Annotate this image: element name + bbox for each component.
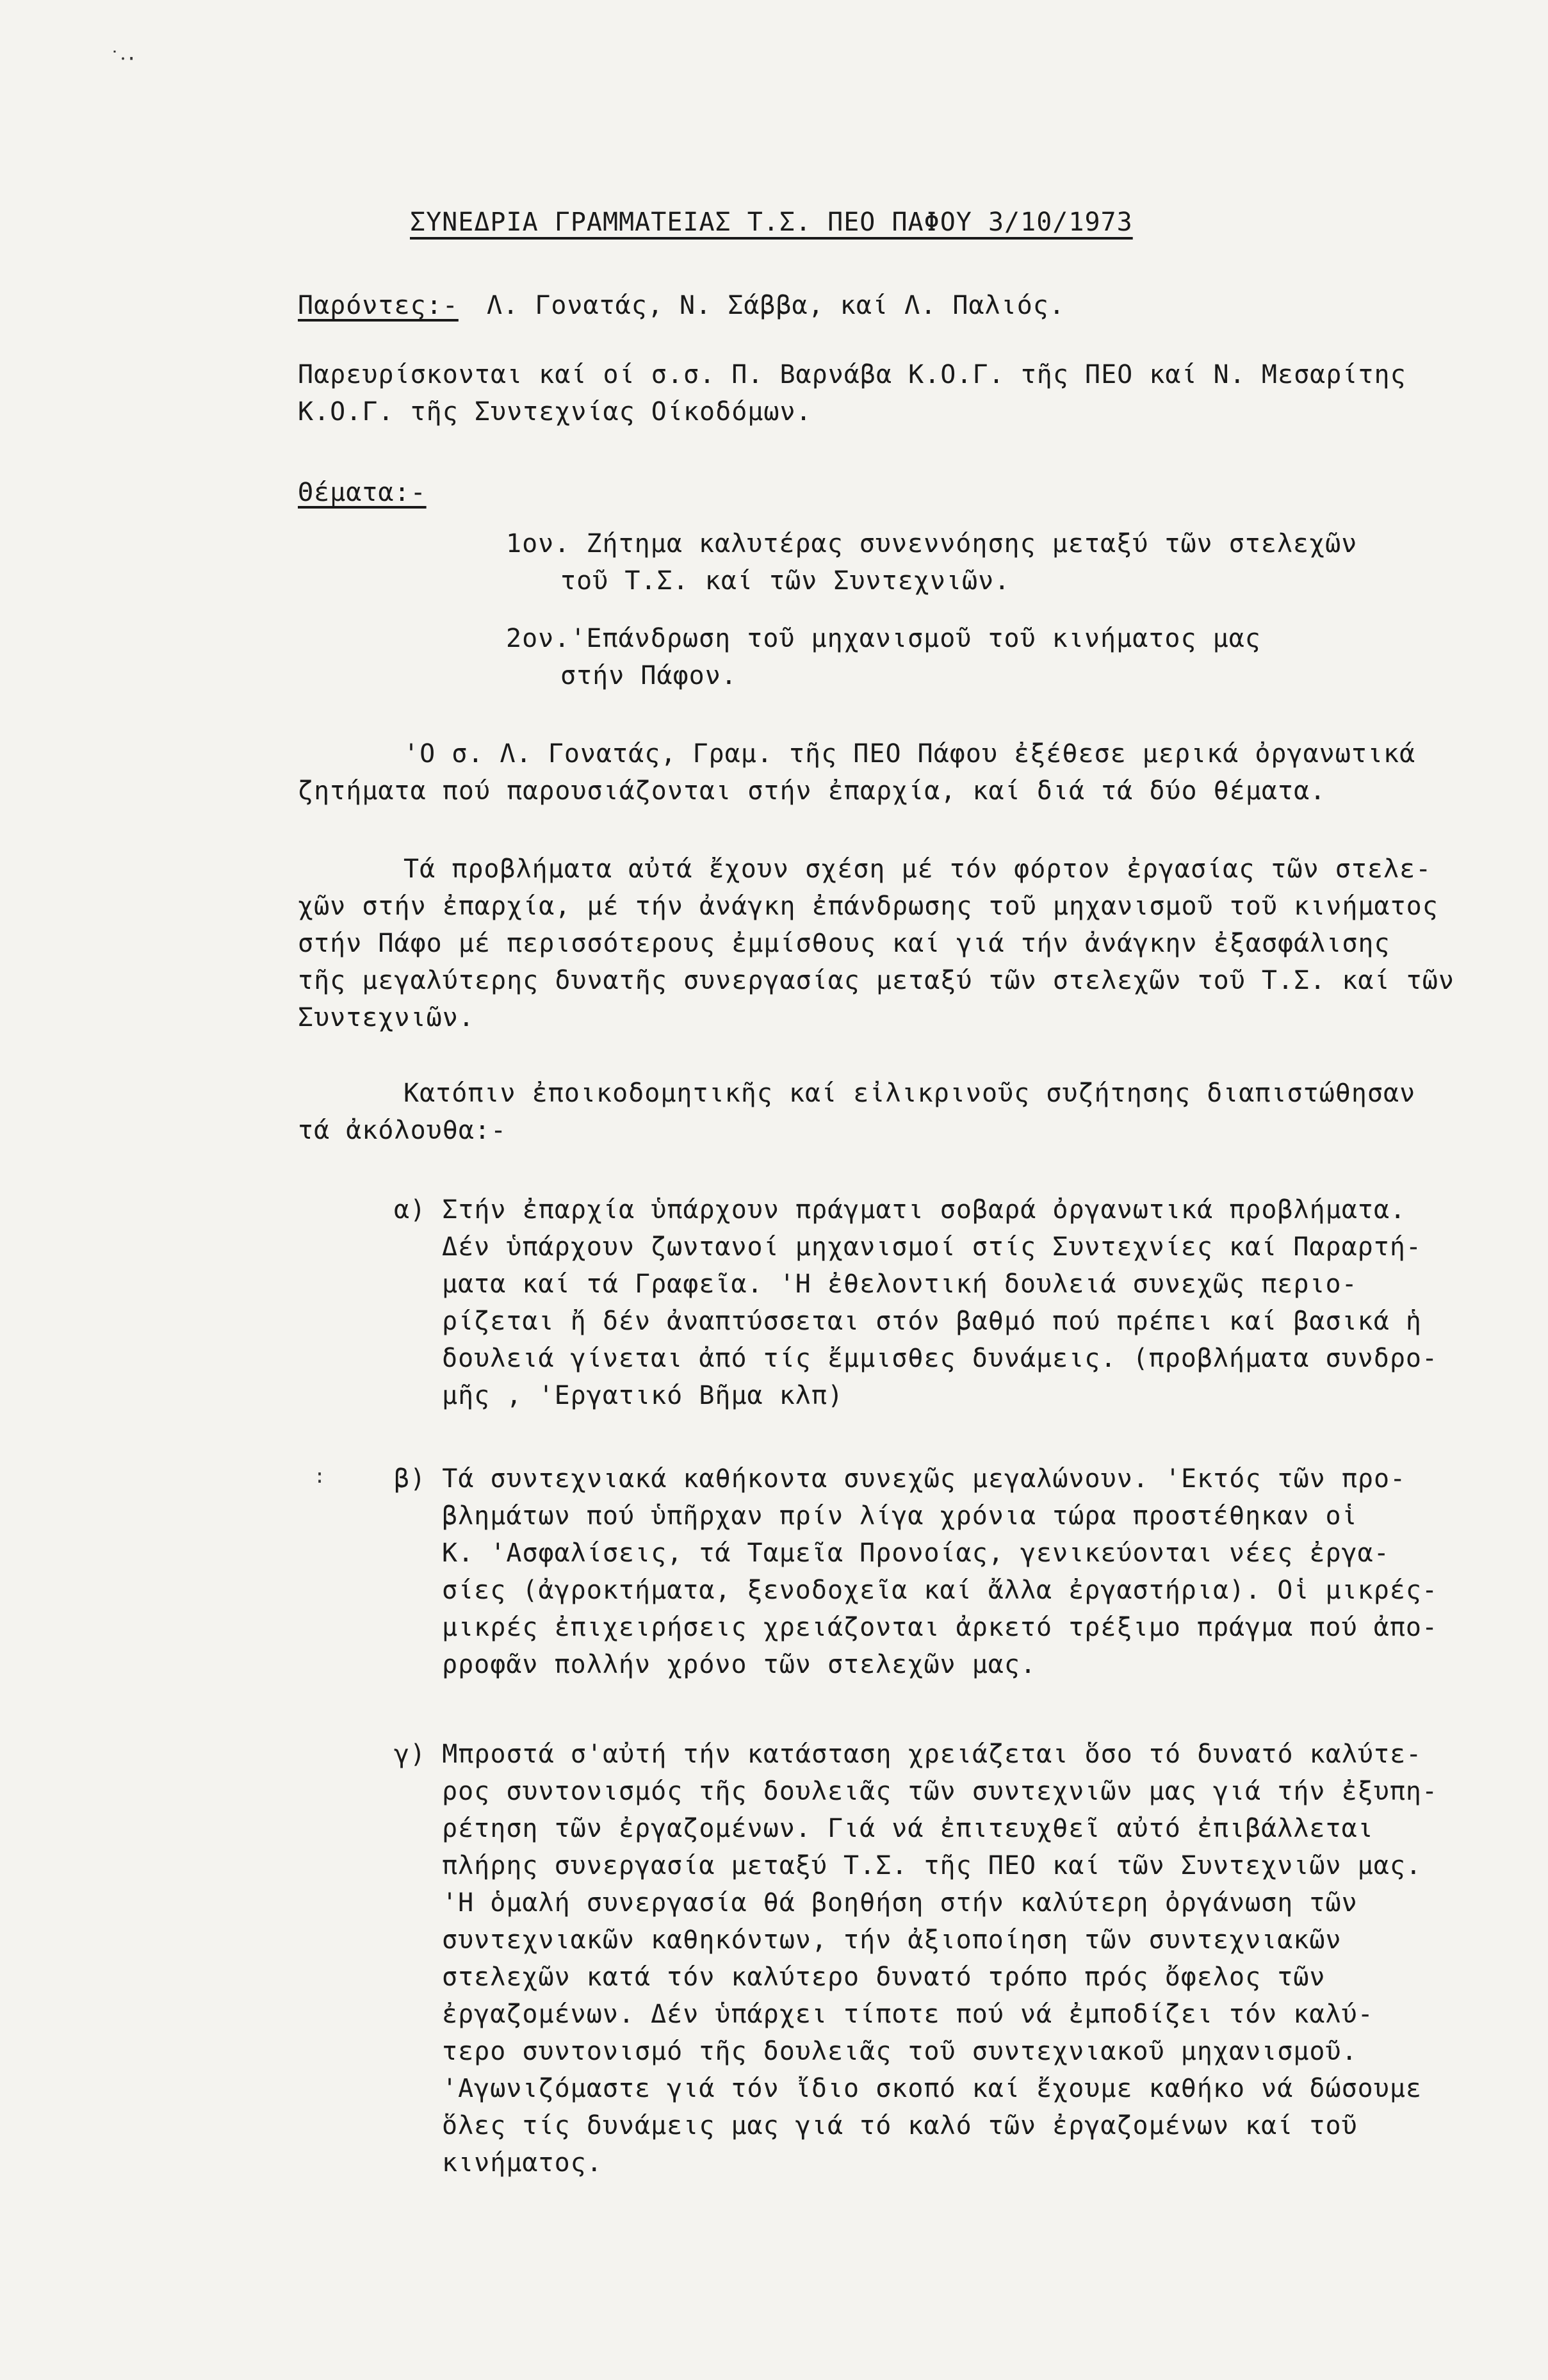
para2-line-3: στήν Πάφο μέ περισσότερους ἐμμίσθους καί γιά τήν ἀνάγκην ἐξασφάλισης <box>298 929 1390 958</box>
present-label: Παρόντες:- <box>298 291 459 320</box>
item-c-line-2: ρος συντονισμός τῆς δουλειᾶς τῶν συντεχνιῶν μας γιά τήν ἐξυπη- <box>442 1777 1438 1806</box>
para1-line-1: 'Ο σ. Λ. Γονατάς, Γραμ. τῆς ΠΕΟ Πάφου ἐξέθεσε μερικά ὀργανωτικά <box>403 739 1416 769</box>
para2-line-1: Τά προβλήματα αὐτά ἔχουν σχέση μέ τόν φόρτον ἐργασίας τῶν στελε- <box>403 854 1432 884</box>
para3-line-1: Κατόπιν ἐποικοδομητικῆς καί εἰλικρινοῦς συζήτησης διαπιστώθησαν <box>403 1079 1416 1108</box>
scan-mark: ˙⸱· <box>109 48 138 70</box>
para2-line-2: χῶν στήν ἐπαρχία, μέ τήν ἀνάγκη ἐπάνδρωσης τοῦ μηχανισμοῦ τοῦ κινήματος <box>298 892 1438 921</box>
topic-2-line-1: 2ον.'Επάνδρωση τοῦ μηχανισμοῦ τοῦ κινήματος μας <box>506 624 1261 653</box>
item-c-line-12: κινήματος. <box>442 2148 603 2178</box>
topic-1-line-1: 1ον. Ζήτημα καλυτέρας συνεννόησης μεταξύ τῶν στελεχῶν <box>506 529 1358 558</box>
item-a-line-4: ρίζεται ἤ δέν ἀναπτύσσεται στόν βαθμό πού πρέπει καί βασικά ἡ <box>442 1307 1422 1336</box>
item-c-line-10: 'Αγωνιζόμαστε γιά τόν ἴδιο σκοπό καί ἔχουμε καθήκο νά δώσουμε <box>442 2074 1422 2103</box>
item-b-line-2: βλημάτων πού ὑπῆρχαν πρίν λίγα χρόνια τώρα προστέθηκαν οἱ <box>442 1501 1358 1531</box>
present-names: Λ. Γονατάς, Ν. Σάββα, καί Λ. Παλιός. <box>487 291 1065 320</box>
item-c-line-11: ὅλες τίς δυνάμεις μας γιά τό καλό τῶν ἐργαζομένων καί τοῦ <box>442 2111 1358 2140</box>
item-b-line-1: β) Τά συντεχνιακά καθήκοντα συνεχῶς μεγαλώνουν. 'Εκτός τῶν προ- <box>394 1464 1406 1494</box>
topic-1-line-2: τοῦ Τ.Σ. καί τῶν Συντεχνιῶν. <box>560 566 1011 596</box>
item-a-line-1: α) Στήν ἐπαρχία ὑπάρχουν πράγματι σοβαρά ὀργανωτικά προβλήματα. <box>394 1195 1406 1225</box>
attending-line-1: Παρευρίσκονται καί οί σ.σ. Π. Βαρνάβα Κ.Ο.Γ. τῆς ΠΕΟ καί Ν. Μεσαρίτης <box>298 360 1406 389</box>
para2-line-4: τῆς μεγαλύτερης δυνατῆς συνεργασίας μεταξύ τῶν στελεχῶν τοῦ Τ.Σ. καί τῶν <box>298 966 1454 995</box>
item-c-line-3: ρέτηση τῶν ἐργαζομένων. Γιά νά ἐπιτευχθεῖ αὐτό ἐπιβάλλεται <box>442 1814 1374 1843</box>
item-b-line-5: μικρές ἐπιχειρήσεις χρειάζονται ἀρκετό τρέξιμο πράγμα πού ἀπο- <box>442 1613 1438 1642</box>
item-a-line-5: δουλειά γίνεται ἀπό τίς ἔμμισθες δυνάμεις. (προβλήματα συνδρο- <box>442 1344 1438 1373</box>
item-a-line-2: Δέν ὑπάρχουν ζωντανοί μηχανισμοί στίς Συντεχνίες καί Παραρτή- <box>442 1232 1422 1262</box>
para2-line-5: Συντεχνιῶν. <box>298 1003 475 1032</box>
para3-line-2: τά ἀκόλουθα:- <box>298 1116 507 1145</box>
attending-line-2: Κ.Ο.Γ. τῆς Συντεχνίας Οίκοδόμων. <box>298 397 812 427</box>
item-a-line-3: ματα καί τά Γραφεῖα. 'Η ἐθελοντική δουλειά συνεχῶς περιο- <box>442 1269 1358 1299</box>
margin-mark: : <box>314 1465 326 1488</box>
item-c-line-4: πλήρης συνεργασία μεταξύ Τ.Σ. τῆς ΠΕΟ καί τῶν Συντεχνιῶν μας. <box>442 1851 1422 1880</box>
item-c-line-5: 'Η ὁμαλή συνεργασία θά βοηθήση στήν καλύτερη ὀργάνωση τῶν <box>442 1888 1358 1918</box>
document-title: ΣΥΝΕΔΡΙΑ ΓΡΑΜΜΑΤΕΙΑΣ Τ.Σ. ΠΕΟ ΠΑΦΟΥ 3/10/1973 <box>410 208 1133 237</box>
item-b-line-6: ρροφᾶν πολλήν χρόνο τῶν στελεχῶν μας. <box>442 1650 1037 1679</box>
para1-line-2: ζητήματα πού παρουσιάζονται στήν ἐπαρχία, καί διά τά δύο θέματα. <box>298 776 1326 806</box>
item-c-line-7: στελεχῶν κατά τόν καλύτερο δυνατό τρόπο πρός ὄφελος τῶν <box>442 1962 1326 1992</box>
item-c-line-9: τερο συντονισμό τῆς δουλειᾶς τοῦ συντεχνιακοῦ μηχανισμοῦ. <box>442 2037 1358 2066</box>
item-a-line-6: μῆς , 'Εργατικό Βῆμα κλπ) <box>442 1381 844 1410</box>
item-c-line-8: ἐργαζομένων. Δέν ὑπάρχει τίποτε πού νά ἐμποδίζει τόν καλύ- <box>442 2000 1374 2029</box>
topics-label: Θέματα:- <box>298 478 427 507</box>
item-c-line-1: γ) Μπροστά σ'αὐτή τήν κατάσταση χρειάζεται ὅσο τό δυνατό καλύτε- <box>394 1740 1422 1769</box>
item-b-line-4: σίες (ἀγροκτήματα, ξενοδοχεῖα καί ἄλλα ἐργαστήρια). Οἱ μικρές- <box>442 1576 1438 1605</box>
item-b-line-3: Κ. 'Ασφαλίσεις, τά Ταμεῖα Προνοίας, γενικεύονται νέες ἐργα- <box>442 1538 1390 1568</box>
topic-2-line-2: στήν Πάφον. <box>560 661 737 690</box>
item-c-line-6: συντεχνιακῶν καθηκόντων, τήν ἀξιοποίηση τῶν συντεχνιακῶν <box>442 1925 1342 1955</box>
